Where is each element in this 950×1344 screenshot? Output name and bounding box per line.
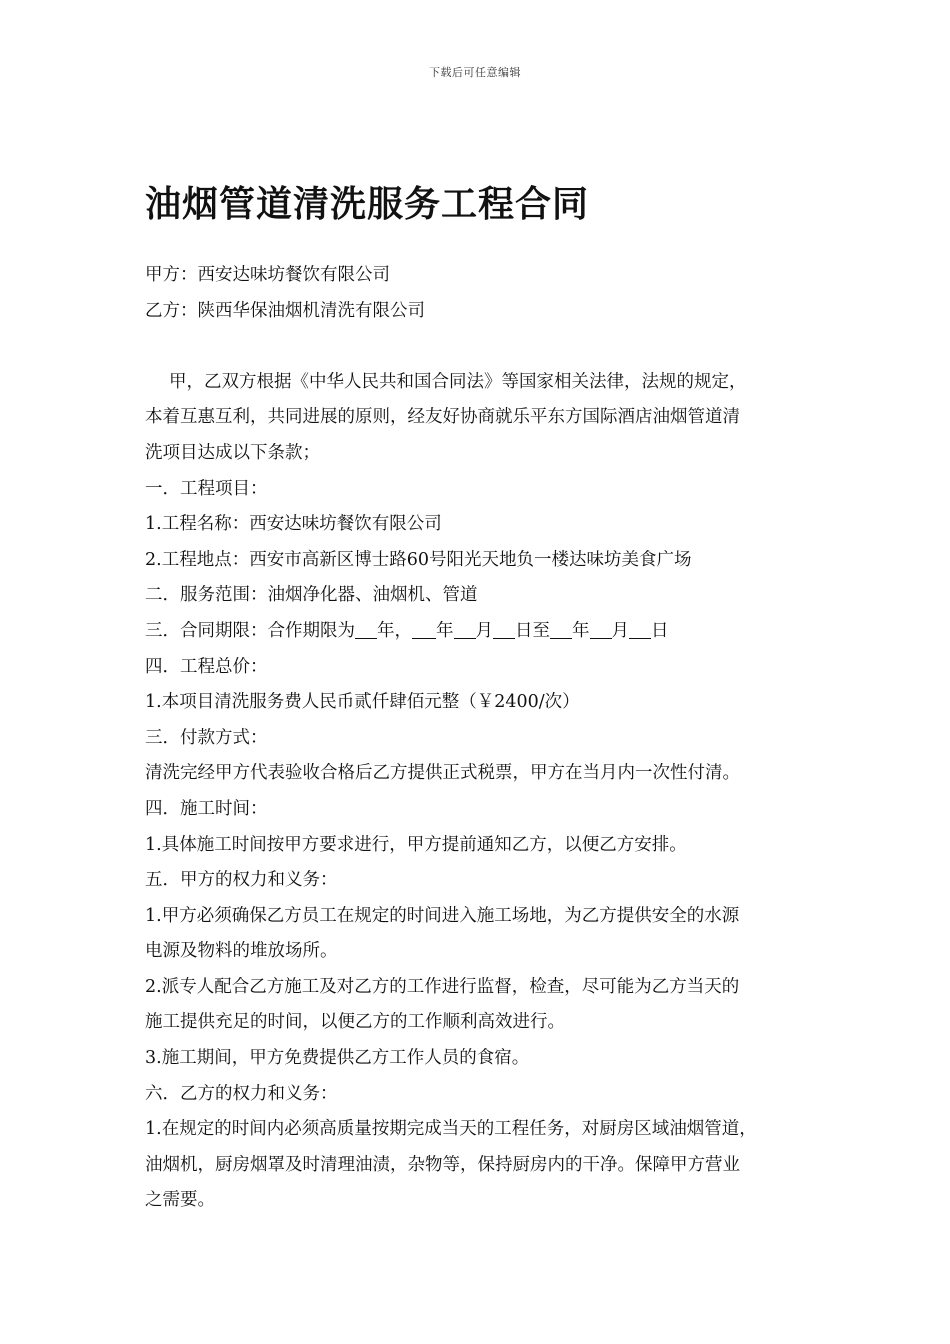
price-item: 1.本项目清洗服务费人民币贰仟肆佰元整（￥2400/次） [145,692,580,713]
contract-body [145,258,810,1219]
party-b-duty-1-cont: 油烟机，厨房烟罩及时清理油渍，杂物等，保持厨房内的干净。保障甲方营业 [145,1154,740,1175]
party-b: 乙方：陕西华保油烟机清洗有限公司 [145,300,425,321]
blank-underline [590,620,612,639]
payment-text: 清洗完经甲方代表验收合格后乙方提供正式税票，甲方在当月内一次性付清。 [145,763,740,784]
party-a: 甲方：西安达味坊餐饮有限公司 [145,265,390,285]
section-heading-party-b-duties: 六．乙方的权力和义务： [145,1083,338,1104]
section-heading-project: 一．工程项目： [145,478,268,499]
blank-underline [493,620,515,639]
spacer [145,329,810,365]
blank-underline [629,620,651,639]
term-unit: 年 [436,620,454,641]
intro-line-3: 洗项目达成以下条款； [145,442,320,463]
blank-underline [550,620,572,639]
section-heading-price: 四．工程总价： [145,656,268,677]
schedule-item: 1.具体施工时间按甲方要求进行，甲方提前通知乙方，以便乙方安排。 [145,834,687,855]
term-unit: 月 [611,620,629,641]
party-a-duty-3: 3.施工期间，甲方免费提供乙方工作人员的食宿。 [145,1048,530,1069]
section-heading-payment: 三．付款方式： [145,727,268,748]
term-unit: 年， [377,620,412,641]
section-heading-schedule: 四．施工时间： [145,798,268,819]
intro-line-1: 甲，乙双方根据《中华人民共和国合同法》等国家相关法律，法规的规定， [169,371,747,392]
header-note: 下载后可任意编辑 [429,66,521,79]
party-b-duty-1: 1.在规定的时间内必须高质量按期完成当天的工程任务，对厨房区域油烟管道， [145,1119,757,1140]
party-a-duty-2: 2.派专人配合乙方施工及对乙方的工作进行监督，检查，尽可能为乙方当天的 [145,976,740,997]
section-heading-scope: 二．服务范围：油烟净化器、油烟机、管道 [145,585,478,606]
section-heading-party-a-duties: 五．甲方的权力和义务： [145,870,338,891]
party-a-duty-1-cont: 电源及物料的堆放场所。 [145,941,338,962]
intro-line-2: 本着互惠互利，共同进展的原则，经友好协商就乐平东方国际酒店油烟管道清 [145,407,740,428]
term-unit: 年 [572,620,590,641]
term-prefix: 三．合同期限：合作期限为 [145,620,355,641]
party-b-duty-1-cont2: 之需要。 [145,1190,215,1211]
term-unit: 日 [651,620,669,641]
blank-underline [355,620,377,639]
blank-underline [454,620,476,639]
party-a-duty-1: 1.甲方必须确保乙方员工在规定的时间进入施工场地，为乙方提供安全的水源 [145,905,740,926]
project-name: 1.工程名称：西安达味坊餐饮有限公司 [145,514,442,535]
term-unit: 日至 [515,620,550,641]
blank-underline [412,620,436,639]
term-unit: 月 [475,620,493,641]
party-a-duty-2-cont: 施工提供充足的时间，以便乙方的工作顺利高效进行。 [145,1012,565,1033]
contract-term-line [145,614,810,650]
contract-title: 油烟管道清洗服务工程合同 [145,183,590,225]
project-location: 2.工程地点：西安市高新区博士路60号阳光天地负一楼达味坊美食广场 [145,549,692,570]
